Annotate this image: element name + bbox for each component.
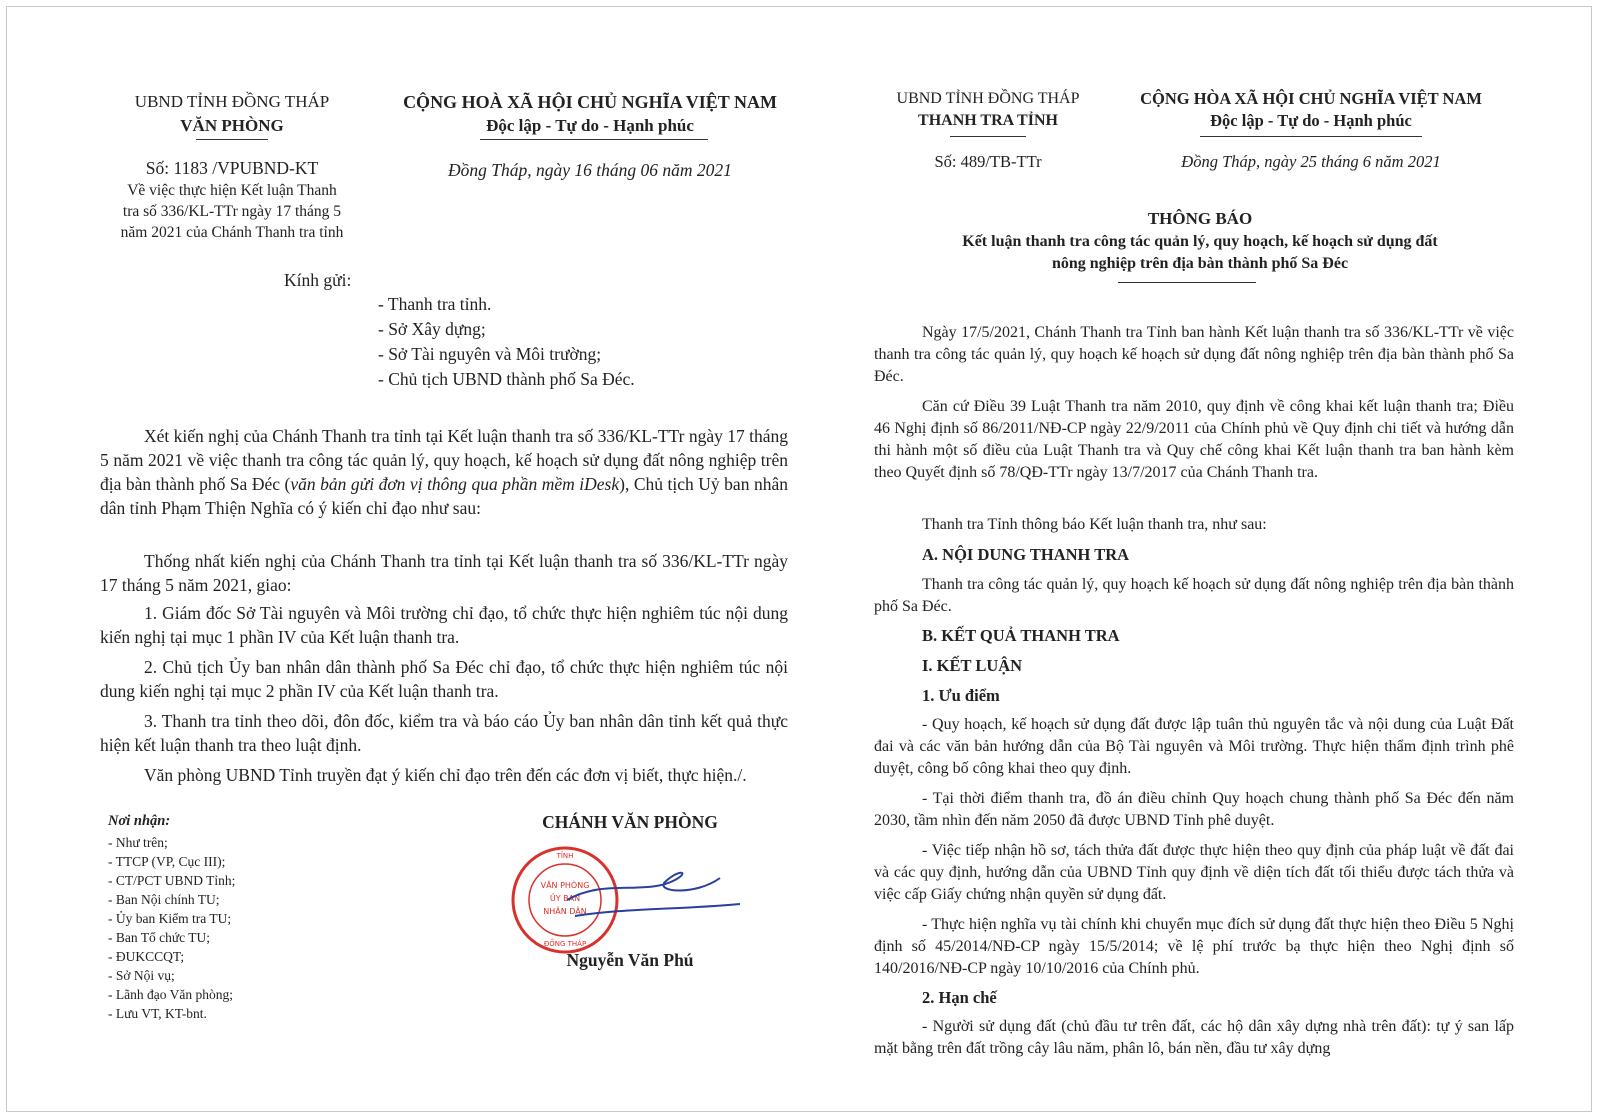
svg-text:VĂN PHÒNG: VĂN PHÒNG bbox=[540, 881, 590, 890]
svg-text:ỦY BAN: ỦY BAN bbox=[549, 894, 581, 903]
right-doc-number: Số: 489/TB-TTr bbox=[934, 152, 1042, 171]
right-paragraph-3: Thanh tra Tỉnh thông báo Kết luận thanh tra, như sau: bbox=[922, 516, 1267, 533]
left-receiver-item: - Ban Tổ chức TU; bbox=[108, 930, 211, 945]
right-paragraph-4: Thanh tra công tác quản lý, quy hoạch kế hoạch sử dụng đất nông nghiệp trên địa bàn thành phố Sa Đéc. bbox=[874, 576, 1514, 615]
left-recipient-item: - Sở Tài nguyên và Môi trường; bbox=[378, 344, 602, 364]
left-recipient-list bbox=[378, 292, 778, 392]
left-p1-text-italic: văn bản gửi đơn vị thông qua phần mềm iDesk bbox=[290, 474, 620, 494]
left-p1-text-b: ), Chủ tịch Uỷ ban nhân dân tỉnh Phạm Thiện Nghĩa có ý kiến chỉ đạo như sau: bbox=[100, 474, 788, 518]
left-org-header bbox=[112, 90, 352, 138]
left-receiver-item: - TTCP (VP, Cục III); bbox=[108, 854, 226, 869]
left-recipient-item: - Sở Xây dựng; bbox=[378, 319, 486, 339]
left-receiver-item: - Ban Nội chính TU; bbox=[108, 892, 220, 907]
svg-text:NHÂN DÂN: NHÂN DÂN bbox=[543, 907, 587, 916]
left-receivers-title: Nơi nhận: bbox=[108, 813, 171, 829]
left-doc-date: Đồng Tháp, ngày 16 tháng 06 năm 2021 bbox=[448, 160, 732, 180]
right-nation-line2: Độc lập - Tự do - Hạnh phúc bbox=[1210, 111, 1412, 130]
right-heading-2: 2. Hạn chế bbox=[922, 988, 997, 1007]
left-org-line2: VĂN PHÒNG bbox=[180, 116, 284, 135]
left-p1-text-a: Xét kiến nghị của Chánh Thanh tra tỉnh tại Kết luận thanh tra số 336/KL-TTr ngày 17 tháng 5 năm 2021 về việc thanh tra công tác quản lý, quy hoạch, kế hoạch sử dụng đất nông nghiệp trên địa bàn thành phố Sa Đéc ( bbox=[100, 426, 788, 494]
left-nation-underline bbox=[480, 139, 708, 140]
left-paragraph-4: 2. Chủ tịch Ủy ban nhân dân thành phố Sa Đéc chỉ đạo, tổ chức thực hiện nghiêm túc nội dung kiến nghị tại mục 2 phần IV của Kết luận thanh tra. bbox=[100, 657, 788, 701]
right-paragraph-8: - Thực hiện nghĩa vụ tài chính khi chuyển mục đích sử dụng đất thực hiện theo Điều 5 Nghị định số 45/2014/NĐ-CP ngày 15/5/2014; về lệ phí trước bạ thực hiện theo Nghị định số 140/2016/NĐ-CP ngày 10/10/2016 của Chính phủ. bbox=[874, 916, 1514, 977]
right-paragraph-5: - Quy hoạch, kế hoạch sử dụng đất được lập tuân thủ nguyên tắc và nội dung của Luật Đất đai và các văn bản hướng dẫn của Bộ Tài nguyên và Môi trường. Thực hiện thẩm định trình phê duyệt, công bố công khai theo quy định. bbox=[874, 716, 1514, 777]
right-paragraph-1: Ngày 17/5/2021, Chánh Thanh tra Tỉnh ban hành Kết luận thanh tra số 336/KL-TTr về việc thanh tra công tác quản lý, quy hoạch kế hoạch sử dụng đất nông nghiệp trên địa bàn thành phố Sa Đéc. bbox=[874, 324, 1514, 385]
left-subject bbox=[96, 180, 368, 243]
svg-text:TỈNH: TỈNH bbox=[556, 852, 574, 860]
left-receiver-item: - Sở Nội vụ; bbox=[108, 968, 175, 983]
left-greeting: Kính gửi: bbox=[284, 270, 352, 290]
left-subject-line: tra số 336/KL-TTr ngày 17 tháng 5 bbox=[122, 203, 342, 220]
right-paragraph-2: Căn cứ Điều 39 Luật Thanh tra năm 2010, quy định về công khai kết luận thanh tra; Điều 46 Nghị định số 86/2011/NĐ-CP ngày 22/9/2011 của Chính phủ về Quy định chi tiết và hướng dẫn thi hành một số điều của Luật Thanh tra và Quy chế công khai Kết luận thanh tra ban hành kèm theo Quyết định số 78/QĐ-TTr ngày 13/7/2017 của Chánh Thanh tra. bbox=[874, 398, 1514, 481]
left-doc-number: Số: 1183 /VPUBND-KT bbox=[145, 158, 319, 178]
left-nation-line2: Độc lập - Tự do - Hạnh phúc bbox=[486, 116, 694, 135]
right-org-underline bbox=[950, 136, 1026, 137]
left-receiver-item: - Lưu VT, KT-bnt. bbox=[108, 1006, 207, 1021]
right-doc-date: Đồng Tháp, ngày 25 tháng 6 năm 2021 bbox=[1181, 152, 1441, 171]
left-nation-header bbox=[388, 90, 792, 138]
left-receiver-item: - CT/PCT UBND Tỉnh; bbox=[108, 873, 236, 888]
right-paragraph-6: - Tại thời điểm thanh tra, đồ án điều chỉnh Quy hoạch chung thành phố Sa Đéc đến năm 2030, tầm nhìn đến năm 2050 đã được UBND Tỉnh phê duyệt. bbox=[874, 790, 1514, 829]
left-recipient-item: - Thanh tra tỉnh. bbox=[378, 294, 492, 314]
left-receiver-item: - Lãnh đạo Văn phòng; bbox=[108, 987, 233, 1002]
left-recipient-item: - Chủ tịch UBND thành phố Sa Đéc. bbox=[378, 369, 635, 389]
right-heading-b: B. KẾT QUẢ THANH TRA bbox=[922, 626, 1120, 645]
right-org-header bbox=[870, 88, 1106, 132]
right-nation-line1: CỘNG HÒA XÃ HỘI CHỦ NGHĨA VIỆT NAM bbox=[1140, 89, 1482, 108]
left-nation-line1: CỘNG HOÀ XÃ HỘI CHỦ NGHĨA VIỆT NAM bbox=[403, 92, 777, 112]
right-nation-header bbox=[1106, 88, 1516, 132]
left-signer-name: Nguyễn Văn Phú bbox=[566, 950, 694, 970]
left-paragraph-1 bbox=[100, 424, 788, 520]
left-org-underline bbox=[196, 139, 268, 140]
right-title-underline bbox=[1118, 282, 1256, 283]
left-receiver-item: - Ủy ban Kiểm tra TU; bbox=[108, 911, 232, 926]
right-org-line2: THANH TRA TỈNH bbox=[918, 112, 1058, 129]
left-org-line1: UBND TỈNH ĐỒNG THÁP bbox=[134, 92, 330, 111]
left-subject-line: Về việc thực hiện Kết luận Thanh bbox=[127, 182, 337, 199]
right-notice-title: THÔNG BÁO bbox=[1147, 209, 1253, 228]
right-heading-1: 1. Ưu điểm bbox=[922, 686, 1000, 705]
left-paragraph-2: Thống nhất kiến nghị của Chánh Thanh tra tỉnh tại Kết luận thanh tra số 336/KL-TTr ngày 17 tháng 5 năm 2021, giao: bbox=[100, 551, 788, 595]
left-subject-line: năm 2021 của Chánh Thanh tra tỉnh bbox=[120, 224, 344, 241]
left-signer-title: CHÁNH VĂN PHÒNG bbox=[542, 812, 718, 832]
left-paragraph-6: Văn phòng UBND Tỉnh truyền đạt ý kiến chỉ đạo trên đến các đơn vị biết, thực hiện./. bbox=[144, 765, 747, 785]
right-paragraph-7: - Việc tiếp nhận hồ sơ, tách thửa đất được thực hiện theo quy định của pháp luật về đất đai và các quy định, hướng dẫn của UBND Tỉnh quy định về diện tích đất tối thiểu được tách thửa và việc cấp Giấy chứng nhận quyền sử dụng đất. bbox=[874, 842, 1514, 903]
left-paragraph-5: 3. Thanh tra tỉnh theo dõi, đôn đốc, kiểm tra và báo cáo Ủy ban nhân dân tỉnh kết quả thực hiện kết luận thanh tra theo luật định. bbox=[100, 711, 788, 755]
left-paragraph-3: 1. Giám đốc Sở Tài nguyên và Môi trường chỉ đạo, tổ chức thực hiện nghiêm túc nội dung kiến nghị tại mục 1 phần IV của Kết luận thanh tra. bbox=[100, 603, 788, 647]
left-receivers-list bbox=[108, 833, 328, 1023]
right-heading-i: I. KẾT LUẬN bbox=[922, 656, 1023, 675]
right-notice-subtitle bbox=[860, 231, 1540, 275]
right-subtitle-line2: nông nghiệp trên địa bàn thành phố Sa Đéc bbox=[1051, 255, 1349, 272]
svg-text:ĐỒNG THÁP: ĐỒNG THÁP bbox=[543, 940, 587, 948]
right-nation-underline bbox=[1200, 136, 1422, 137]
right-heading-a: A. NỘI DUNG THANH TRA bbox=[922, 545, 1130, 564]
left-receiver-item: - Như trên; bbox=[108, 835, 168, 850]
right-org-line1: UBND TỈNH ĐỒNG THÁP bbox=[896, 90, 1080, 107]
right-document bbox=[800, 0, 1600, 1120]
right-paragraph-9: - Người sử dụng đất (chủ đầu tư trên đất, các hộ dân xây dựng nhà trên đất): tự ý san lấp mặt bằng trên đất trồng cây lâu năm, phân lô, bán nền, đầu tư xây dựng bbox=[874, 1018, 1514, 1057]
right-subtitle-line1: Kết luận thanh tra công tác quản lý, quy hoạch, kế hoạch sử dụng đất bbox=[962, 233, 1438, 250]
left-receiver-item: - ĐUKCCQT; bbox=[108, 949, 185, 964]
